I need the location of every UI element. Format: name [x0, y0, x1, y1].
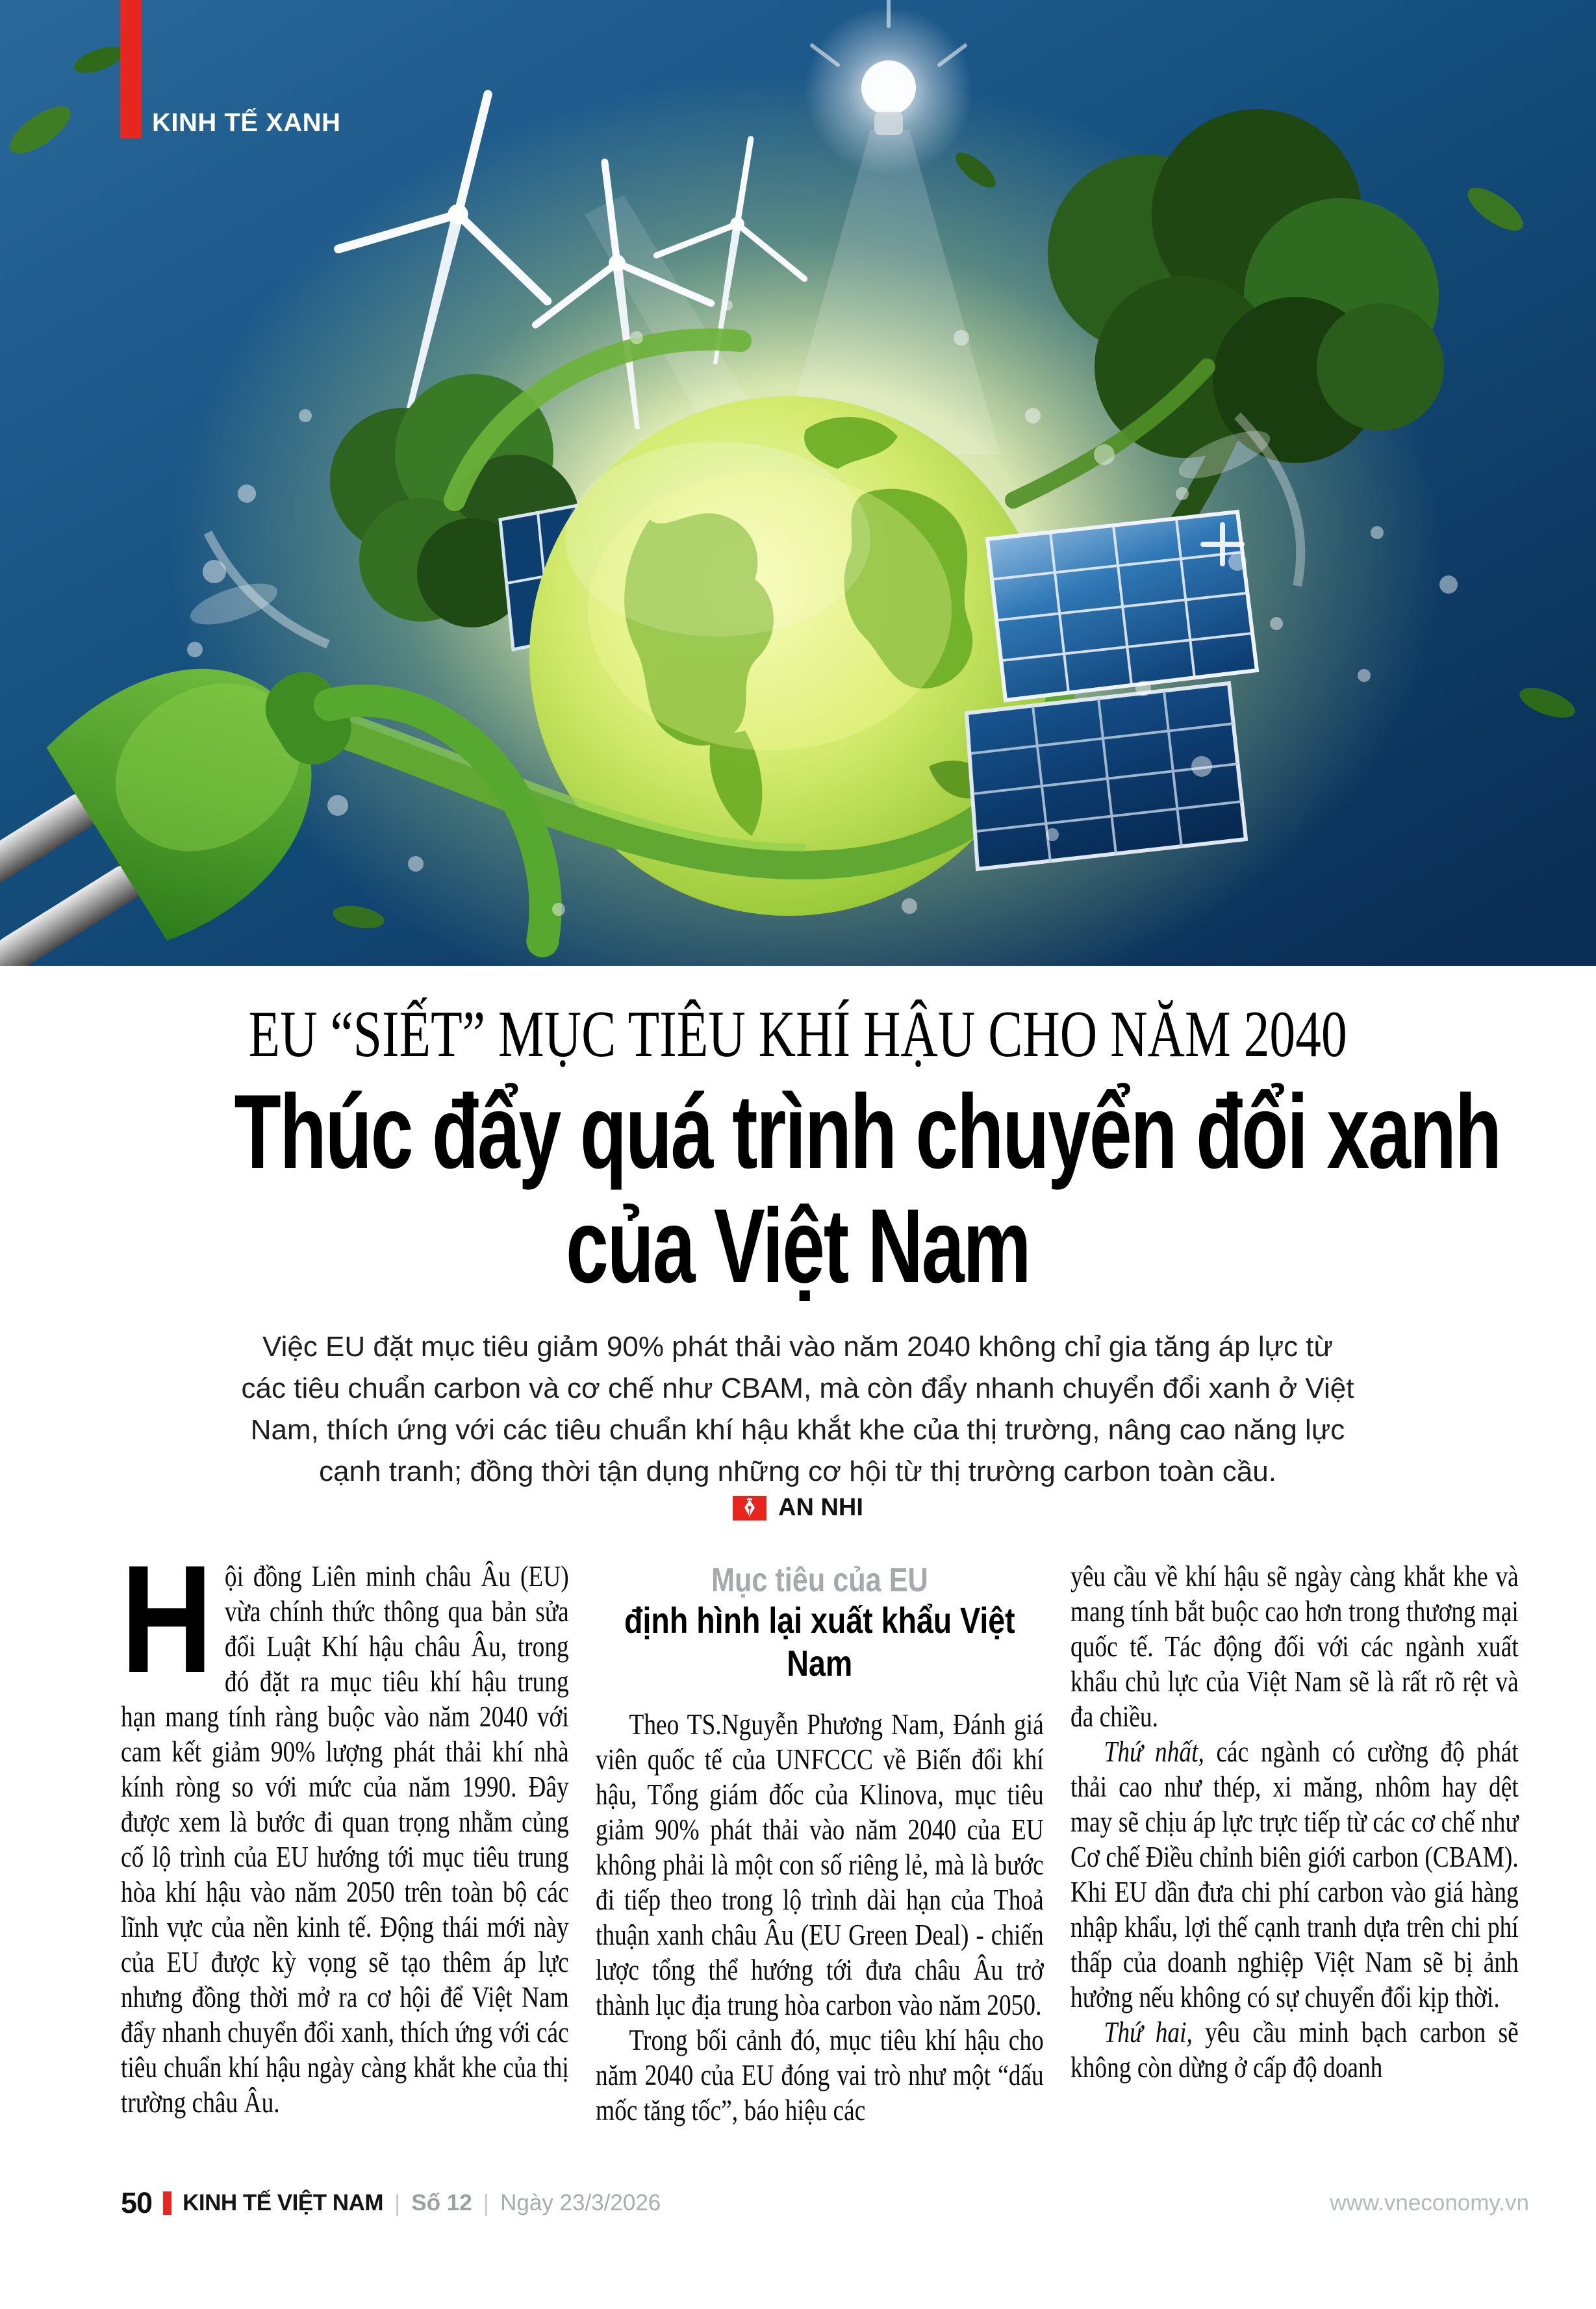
- footer-separator: |: [394, 2189, 401, 2216]
- title-line-2: của Việt Nam: [566, 1187, 1030, 1305]
- paragraph: Trong bối cảnh đó, mục tiêu khí hậu cho năm 2040 của EU đóng vai trò như một “dấu mốc tăng tốc”, báo hiệu các: [596, 2024, 1044, 2126]
- article-column-2: [596, 1559, 1044, 2128]
- article-column-3: [1070, 1559, 1519, 2085]
- subheading-line-1: Mục tiêu của EU: [711, 1561, 928, 1599]
- paragraph: Thứ nhất, các ngành có cường độ phát thải cao như thép, xi măng, nhôm hay dệt may sẽ chịu áp lực trực tiếp từ các cơ chế như Cơ chế Điều chỉnh biên giới carbon (CBAM). Khi EU dần đưa chi phí carbon vào giá hàng nhập khẩu, lợi thế cạnh tranh dựa trên chi phí thấp của doanh nghiệp Việt Nam sẽ bị ảnh hưởng nếu không có sự chuyển đổi kịp thời.: [1070, 1735, 1519, 2013]
- paragraph: Thứ hai, yêu cầu minh bạch carbon sẽ không còn dừng ở cấp độ doanh: [1070, 2016, 1519, 2084]
- kicker-headline: [0, 998, 1596, 1071]
- hero-image: [0, 0, 1596, 966]
- hero-illustration: [0, 0, 1596, 966]
- title-line-1: Thúc đẩy quá trình chuyển đổi xanh: [234, 1073, 1501, 1191]
- website-url: www.vneconomy.vn: [1330, 2190, 1529, 2215]
- lede-paragraph: Việc EU đặt mục tiêu giảm 90% phát thải vào năm 2040 không chỉ gia tăng áp lực từ các tiêu chuẩn carbon và cơ chế như CBAM, mà còn đẩy nhanh chuyển đổi xanh ở Việt Nam, thích ứng với các tiêu chuẩn khí hậu khắt khe của thị trường, nâng cao năng lực cạnh tranh; đồng thời tận dụng những cơ hội từ thị trường carbon toàn cầu.: [241, 1331, 1354, 1487]
- drop-cap: H: [121, 1533, 213, 1705]
- page-footer: [121, 2186, 1529, 2220]
- kicker-text: EU “SIẾT” MỤC TIÊU KHÍ HẬU CHO NĂM 2040: [248, 998, 1348, 1071]
- paragraph: Hội đồng Liên minh châu Âu (EU) vừa chính thức thông qua bản sửa đổi Luật Khí hậu châu Âu, trong đó đặt ra mục tiêu khí hậu trung hạn mang tính ràng buộc vào năm 2040 với cam kết giảm 90% lượng phát thải khí nhà kính ròng so với mức của năm 1990. Đây được xem là bước đi quan trọng nhằm củng cố lộ trình của EU hướng tới mục tiêu trung hòa khí hậu vào năm 2050 trên toàn bộ các lĩnh vực của nền kinh tế. Động thái mới này của EU được kỳ vọng sẽ tạo thêm áp lực nhưng đồng thời mở ra cơ hội để Việt Nam đẩy nhanh chuyển đổi xanh, thích ứng với các tiêu chuẩn khí hậu ngày càng khắt khe của thị trường châu Âu.: [121, 1533, 569, 2119]
- paragraph: yêu cầu về khí hậu sẽ ngày càng khắt khe và mang tính bắt buộc cao hơn trong thương mại quốc tế. Tác động đối với các ngành xuất khẩu chủ lực của Việt Nam sẽ là rất rõ rệt và đa chiều.: [1070, 1560, 1519, 1733]
- section-tag: [120, 0, 340, 138]
- footer-red-bar: [163, 2191, 171, 2215]
- page-number: 50: [121, 2186, 153, 2219]
- footer-separator: |: [483, 2189, 490, 2216]
- section-tag-label: KINH TẾ XANH: [152, 108, 341, 137]
- byline-author: AN NHI: [778, 1494, 863, 1521]
- footer-left: [121, 2186, 661, 2220]
- section-subheading: [596, 1561, 1044, 1685]
- section-tag-bar: [120, 0, 142, 138]
- issue-date: Ngày 23/3/2026: [500, 2190, 661, 2215]
- article-column-1: [121, 1533, 569, 2120]
- magazine-name: KINH TẾ VIỆT NAM: [183, 2190, 384, 2215]
- paragraph: Theo TS.Nguyễn Phương Nam, Đánh giá viên quốc tế của UNFCCC về Biến đổi khí hậu, Tổng giám đốc của Klinova, mục tiêu giảm 90% phát thải vào năm 2040 của EU không phải là một con số riêng lẻ, mà là bước đi tiếp theo trong lộ trình dài hạn của Thoả thuận xanh châu Âu (EU Green Deal) - chiến lược tổng thể hướng tới đưa châu Âu trở thành lục địa trung hòa carbon vào năm 2050.: [596, 1708, 1044, 2021]
- byline: [0, 1494, 1596, 1522]
- pen-nib-icon: [733, 1496, 766, 1520]
- subheading-line-2: định hình lại xuất khẩu Việt Nam: [624, 1600, 1015, 1684]
- article-title: [0, 1075, 1596, 1304]
- issue-number: Số 12: [411, 2190, 472, 2215]
